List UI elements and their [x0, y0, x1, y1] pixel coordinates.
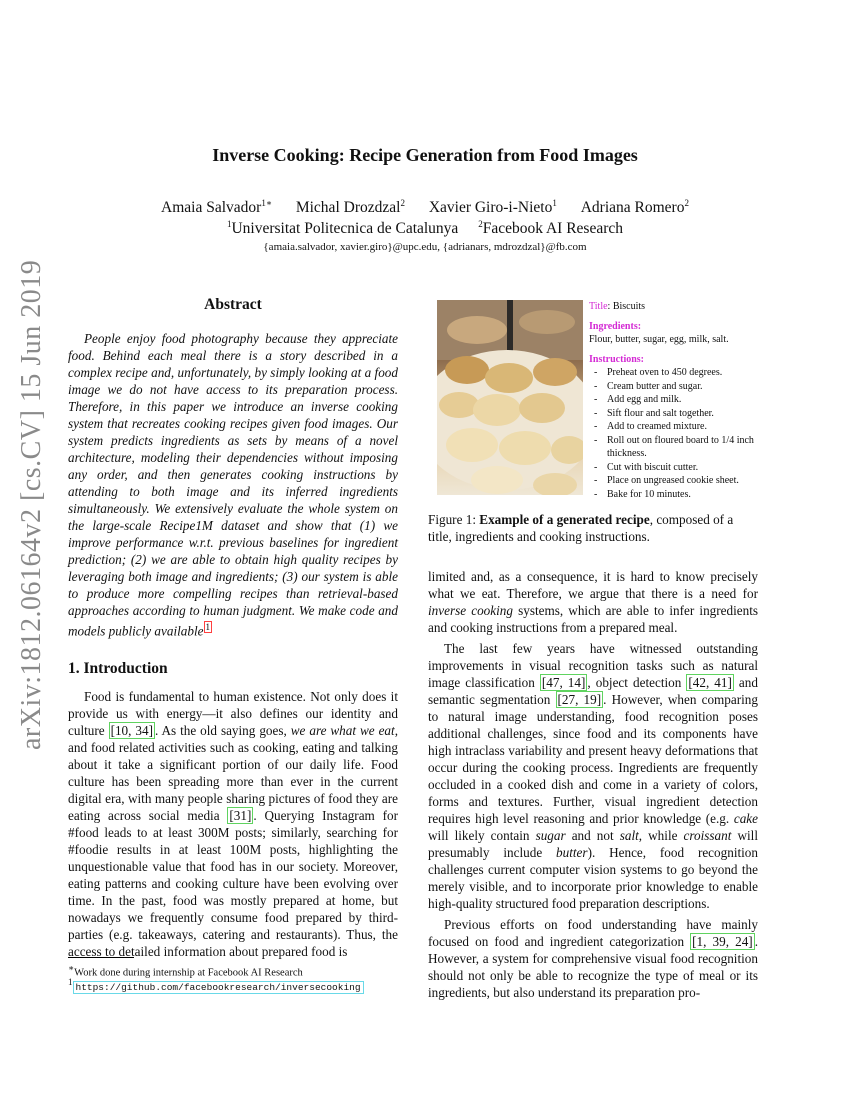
abstract-text: People enjoy food photography because they appreciate food. Behind each meal there is a story described in a complex recipe and, unfortunately, by simply looking at a food image we do not have access to its preparation process. Therefore, in this paper we introduce an inverse cooking system that recreates cooking recipes given food images. Our system predicts ingredients as sets by means of a novel architecture, modeling their dependencies without imposing any order, and then generates cooking instructions by attending to both image and its inferred ingredients simultaneously. We extensively evaluate the whole system on the large-scale Recipe1M dataset and show that (1) we improve performance w.r.t. previous baselines for ingredient prediction; (2) we are able to obtain high quality recipes by leveraging both image and ingredients; (3) our system is able to produce more compelling recipes than retrieval-based approaches according to human judgment. We make code and models publicly available $^1$ — [68, 331, 398, 639]
footnote: ∗Work done during internship at Facebook AI Research — [68, 963, 303, 979]
instruction-step: - Place on ungreased cookie sheet. — [589, 474, 764, 488]
recipe-title: Title: Biscuits — [589, 301, 646, 312]
instructions-list — [589, 366, 764, 501]
author-list — [0, 198, 850, 217]
affiliation-list — [0, 219, 850, 238]
footnote-divider — [68, 957, 134, 958]
section-heading-introduction: 1. Introduction — [68, 660, 168, 677]
right-column-text — [428, 568, 758, 1001]
author: Michal Drozdzal$^2$ — [295, 198, 405, 217]
affiliation: $^2$Facebook AI Research — [478, 219, 624, 238]
footnote-link[interactable]: 1 — [205, 622, 211, 632]
ingredients-label: Ingredients: — [589, 320, 642, 332]
paper-title: Inverse Cooking: Recipe Generation from Food Images — [212, 145, 638, 165]
instruction-step: - Sift flour and salt together. — [589, 407, 764, 421]
affiliation: $^1$Universitat Politecnica de Catalunya — [226, 219, 459, 238]
paragraph: Previous efforts on food understanding have mainly focused on food and ingredient categorization [1, 39, 24] . However, a system for comprehensive visual food recognition should not only be able to recognize the type of meal or its ingredients, but also understand its preparation pro- — [428, 917, 758, 1000]
arxiv-stamp: arXiv:1812.06164v2 [cs.CV] 15 Jun 2019 — [16, 259, 47, 750]
author: Amaia Salvador$^{1∗}$ — [161, 198, 272, 217]
biscuits-photo — [437, 300, 583, 495]
figure-caption: Figure 1: Example of a generated recipe, composed of a title, ingredients and cooking instructions. — [428, 512, 734, 544]
ingredients-list: Flour, butter, sugar, egg, milk, salt. — [589, 334, 729, 345]
author: Adriana Romero$^2$ — [580, 198, 689, 217]
citation-link[interactable]: [31] — [229, 808, 252, 823]
instructions-label: Instructions: — [589, 353, 645, 365]
instruction-step: - Add egg and milk. — [589, 393, 764, 407]
footnote: $^1$ https://github.com/facebookresearch/inversecooking — [68, 977, 364, 993]
instruction-step: - Roll out on floured board to 1/4 inch thickness. — [589, 434, 764, 461]
instruction-step: - Cream butter and sugar. — [589, 380, 764, 394]
author: Xavier Giro-i-Nieto$^1$ — [428, 198, 557, 217]
instruction-step: - Add to creamed mixture. — [589, 420, 764, 434]
instruction-step: - Preheat oven to 450 degrees. — [589, 366, 764, 380]
citation-link[interactable]: [1, 39, 24] — [692, 934, 753, 949]
citation-link[interactable]: [42, 41] — [688, 675, 732, 690]
author-emails: {amaia.salvador, xavier.giro}@upc.edu, {adrianars, mdrozdzal}@fb.com — [263, 241, 587, 253]
introduction-paragraph: Food is fundamental to human existence. Not only does it provide us with energy—it also defines our identity and culture [10, 34] . As the old saying goes, we are what we eat, and food related activities such as cooking, eating and talking about it take a significant portion of our daily life. Food culture has been spreading more than ever in the current digital era, with many people sharing pictures of food they are eating across social media [31] . Querying Instagram for #food leads to at least 300M posts; similarly, searching for #foodie results in at least 100M posts, highlighting the unquestionable value that food has in our society. Moreover, eating patterns and cooking culture have been evolving over time. In the past, food was mostly prepared at home, but nowadays we frequently consume food prepared by third-parties (e.g. takeaways, catering and restaurants). Thus, the access to detailed information about prepared food is — [68, 689, 398, 959]
abstract-heading: Abstract — [204, 296, 262, 313]
instruction-step: - Cut with biscuit cutter. — [589, 461, 764, 475]
citation-link[interactable]: [27, 19] — [557, 692, 602, 707]
paragraph: limited and, as a consequence, it is hard to know precisely what we eat. Therefore, we argue that there is a need for inverse cooking systems, which are able to infer ingredients and cooking instructions from a prepared meal. — [428, 569, 758, 635]
generated-recipe — [589, 300, 764, 501]
instruction-step: - Bake for 10 minutes. — [589, 488, 764, 502]
citation-link[interactable]: [47, 14] — [541, 675, 586, 690]
paragraph: The last few years have witnessed outstanding improvements in visual recognition tasks such as natural image classification [47, 14] , object detection [42, 41] and semantic segmentation [27, 19] . However, when comparing to natural image understanding, food recognition poses additional challenges, since food and its components have high intraclass variability and present heavy deformations that occur during the cooking process. Ingredients are frequently occluded in a cooked dish and come in a variety of colors, forms and textures. Further, visual ingredient detection requires high level reasoning and prior knowledge (e.g. cake will likely contain sugar and not salt, while croissant will presumably include butter). Hence, food recognition challenges current computer vision systems to go beyond the merely visible, and to incorporate prior knowledge to enable high-quality structured food preparation descriptions. — [428, 641, 758, 911]
code-url-link[interactable]: https://github.com/facebookresearch/inversecooking — [73, 981, 364, 994]
citation-link[interactable]: [10, 34] — [110, 723, 153, 738]
